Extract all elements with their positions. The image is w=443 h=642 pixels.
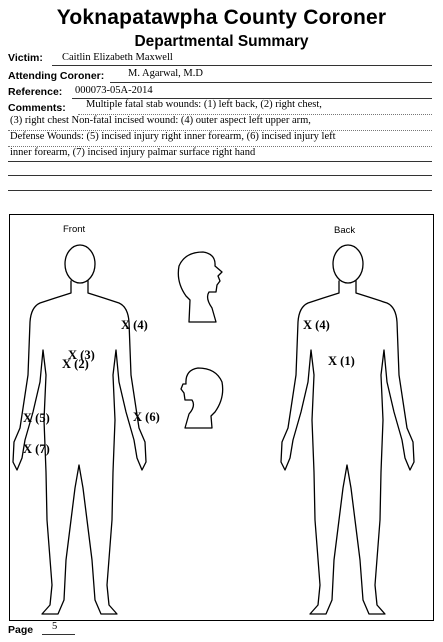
back-body-figure — [281, 245, 414, 614]
document-title: Yoknapatawpha County Coroner — [56, 6, 387, 29]
wound-mark-back-4: X (4) — [303, 318, 330, 332]
page-label: Page — [8, 624, 34, 636]
comments-line-3: Defense Wounds: (5) incised injury right inner forearm, (6) incised injury left — [10, 131, 336, 142]
wound-mark-front-3: X (3) — [68, 348, 95, 362]
back-view-label: Back — [334, 225, 356, 236]
comments-line-4: inner forearm, (7) incised injury palmar surface right hand — [10, 147, 256, 158]
comments-label: Comments: — [8, 102, 66, 114]
wound-mark-front-4: X (4) — [121, 318, 148, 332]
wound-mark-back-1: X (1) — [328, 354, 355, 368]
coroner-value: M. Agarwal, M.D — [128, 68, 203, 79]
front-body-figure — [13, 245, 146, 614]
comments-line-1: Multiple fatal stab wounds: (1) left back, (2) right chest, — [86, 99, 322, 110]
front-view-label: Front — [63, 224, 86, 235]
wound-mark-front-6: X (6) — [133, 410, 160, 424]
reference-label: Reference: — [8, 86, 63, 98]
comments-line-2: (3) right chest Non-fatal incised wound: (4) outer aspect left upper arm, — [10, 115, 311, 126]
wound-mark-front-2: X (2) — [62, 357, 89, 371]
coroner-label: Attending Coroner: — [8, 70, 105, 82]
document-subtitle: Departmental Summary — [134, 33, 309, 50]
reference-value: 000073-05A-2014 — [75, 85, 153, 96]
wound-mark-front-7: X (7) — [23, 442, 50, 456]
head-profile-lower — [181, 368, 223, 428]
victim-label: Victim: — [8, 52, 43, 64]
head-profile-upper — [178, 252, 222, 322]
wound-mark-front-5: X (5) — [23, 411, 50, 425]
victim-value: Caitlin Elizabeth Maxwell — [62, 52, 173, 63]
page-number-underline — [42, 634, 75, 635]
page-number: 5 — [52, 621, 58, 632]
